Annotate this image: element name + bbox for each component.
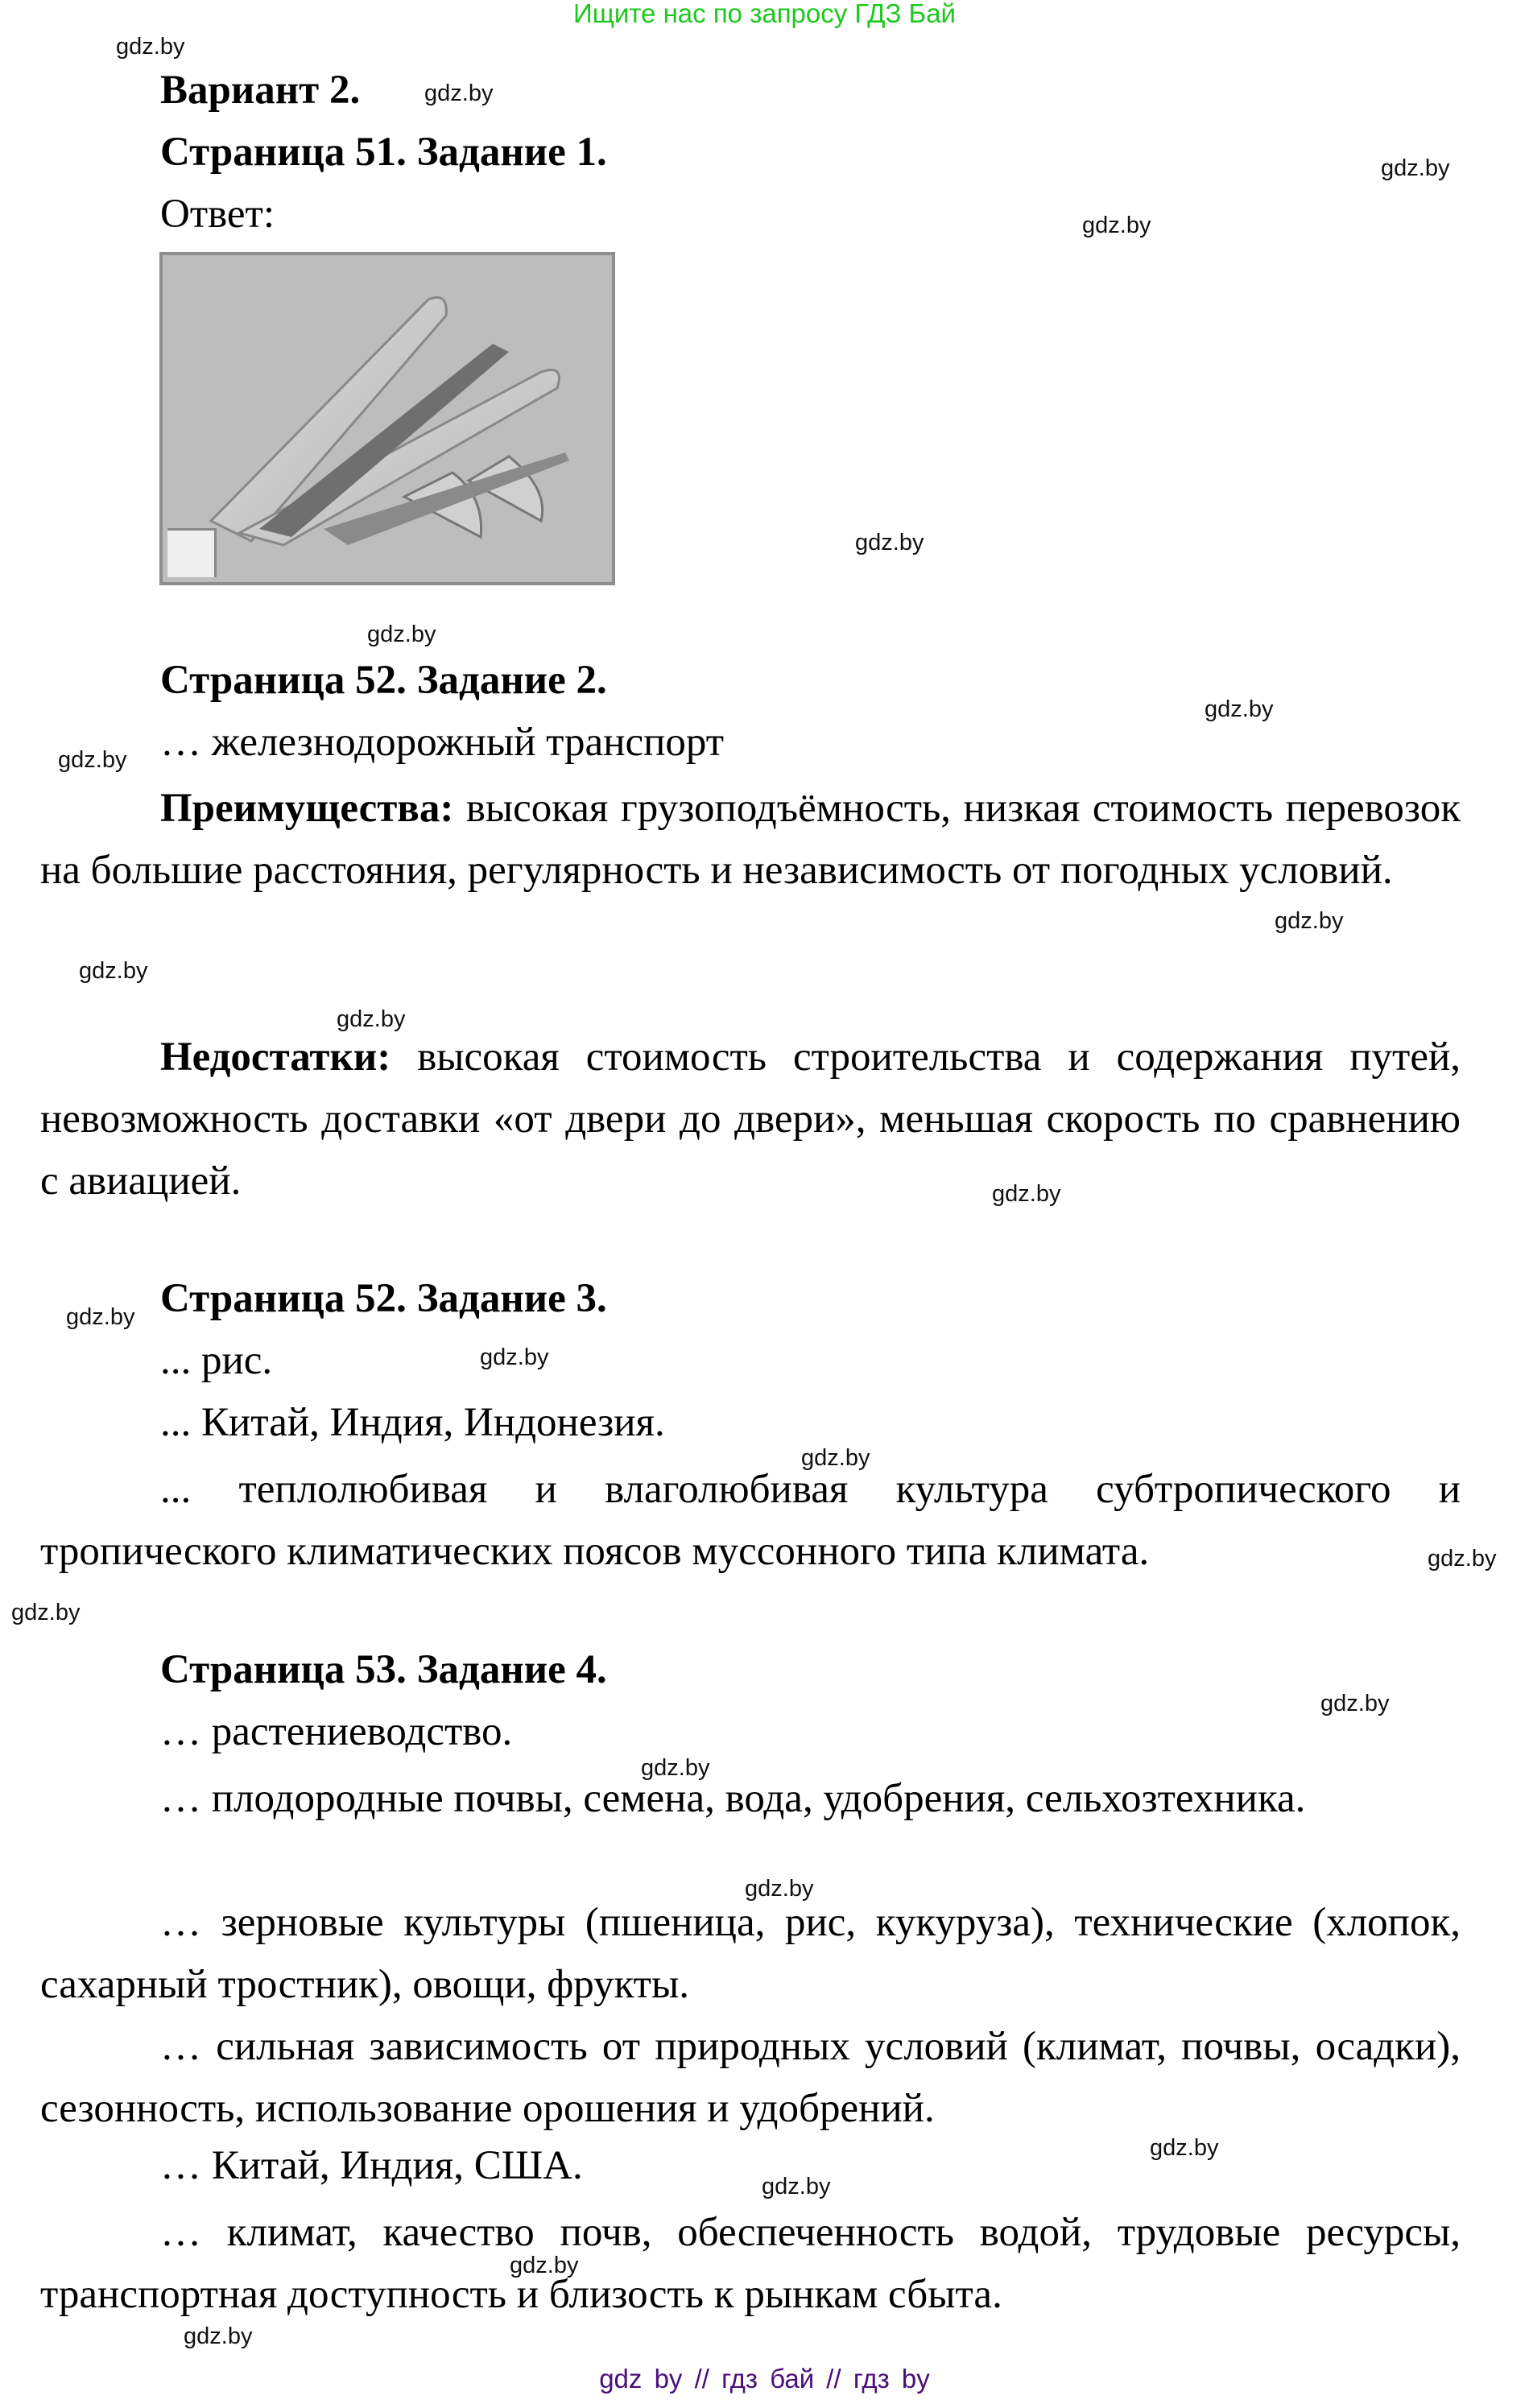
task-3-line: ... Китай, Индия, Индонезия.: [160, 1400, 665, 1445]
task-4-line: … зерновые культуры (пшеница, рис, кукуруза), технические (хлопок, сахарный тростник), овощи, фрукты.: [40, 1900, 1461, 2007]
disadvantages-label: Недостатки:: [160, 1035, 391, 1080]
task-2-title: Страница 52. Задание 2.: [160, 658, 607, 703]
answer-checkbox: [167, 528, 217, 577]
answer-label: Ответ:: [160, 192, 275, 237]
task-4-line: … плодородные почвы, семена, вода, удобрения, сельхозтехника.: [160, 1776, 1306, 1821]
corn-cobs-photo: [159, 252, 615, 585]
watermark: gdz.by: [116, 34, 185, 60]
watermark: gdz.by: [1082, 213, 1151, 238]
watermark: gdz.by: [1150, 2135, 1219, 2161]
advantages-text: высокая грузоподъёмность, низкая стоимость перевозок на большие расстояния, регулярность и независимость от погодных условий.: [40, 786, 1461, 893]
task-4-line: … сильная зависимость от природных условий (климат, почвы, осадки), сезонность, использование орошения и удобрений.: [40, 2024, 1461, 2131]
watermark: gdz.by: [480, 1344, 549, 1370]
watermark: gdz.by: [1205, 696, 1274, 722]
advantages-label: Преимущества:: [160, 786, 454, 831]
watermark: gdz.by: [762, 2174, 831, 2199]
watermark: gdz.by: [510, 2253, 579, 2278]
task-3-line: ... рис.: [160, 1338, 273, 1383]
task-3-title: Страница 52. Задание 3.: [160, 1276, 607, 1321]
task-3-line: ... теплолюбивая и влаголюбивая культура субтропического и тропического климатических поясов муссонного типа климата.: [40, 1467, 1461, 1574]
watermark: gdz.by: [745, 1876, 814, 1902]
task-2-advantages: [40, 778, 1461, 902]
watermark: gdz.by: [992, 1181, 1061, 1207]
variant-title: Вариант 2.: [160, 68, 361, 113]
disadvantages-text: высокая стоимость строительства и содержания путей, невозможность доставки «от двери до двери», меньшая скорость по сравнению с авиацией.: [40, 1035, 1461, 1204]
watermark: gdz.by: [1320, 1691, 1390, 1716]
watermark: gdz.by: [337, 1006, 406, 1032]
task-1-title: Страница 51. Задание 1.: [160, 130, 607, 175]
watermark: gdz.by: [11, 1600, 81, 1625]
watermark: gdz.by: [66, 1304, 135, 1330]
watermark: gdz.by: [1275, 908, 1344, 934]
watermark: gdz.by: [801, 1445, 870, 1471]
search-hint-banner: Ищите нас по запросу ГДЗ Бай: [573, 0, 956, 28]
task-4-line: … растениеводство.: [160, 1709, 513, 1754]
task-2-disadvantages: [40, 1026, 1461, 1212]
task-4-line: … Китай, Индия, США.: [160, 2143, 583, 2188]
task-2-lead: … железнодорожный транспорт: [160, 720, 725, 765]
watermark: gdz.by: [424, 81, 494, 106]
footer-links[interactable]: gdz by // гдз бай // гдз by: [599, 2364, 930, 2394]
watermark: gdz.by: [79, 958, 148, 984]
watermark: gdz.by: [855, 530, 924, 556]
watermark: gdz.by: [1428, 1546, 1497, 1572]
watermark: gdz.by: [367, 622, 436, 647]
watermark: gdz.by: [641, 1755, 710, 1781]
watermark: gdz.by: [184, 2323, 253, 2349]
task-4-title: Страница 53. Задание 4.: [160, 1647, 607, 1692]
task-4-line: … климат, качество почв, обеспеченность водой, трудовые ресурсы, транспортная доступность и близость к рынкам сбыта.: [40, 2210, 1461, 2317]
watermark: gdz.by: [58, 747, 127, 773]
watermark: gdz.by: [1381, 155, 1450, 181]
